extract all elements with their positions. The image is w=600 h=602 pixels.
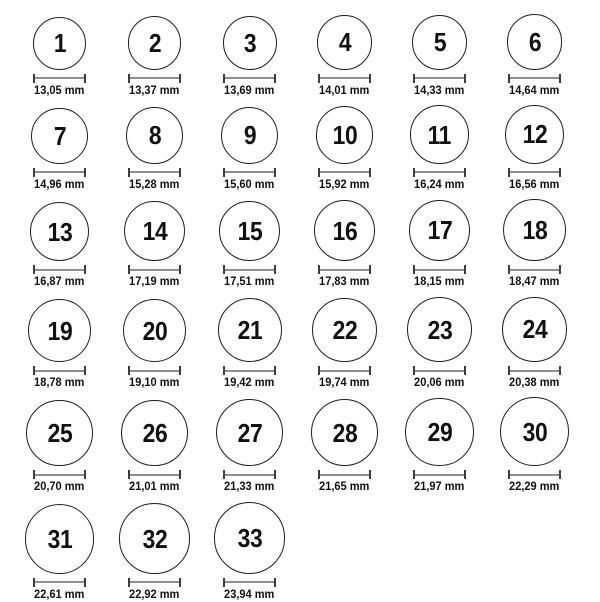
measure-tick-right-icon — [84, 578, 86, 587]
ring-size-number: 8 — [148, 120, 161, 151]
ring-circle — [316, 106, 374, 164]
ring-size-cell — [12, 504, 107, 602]
diameter-measure-line — [128, 366, 181, 375]
measure-tick-right-icon — [84, 366, 86, 375]
ring-circle — [219, 201, 280, 262]
ring-circle — [123, 299, 186, 362]
measure-tick-right-icon — [179, 74, 181, 83]
measure-tick-right-icon — [274, 168, 276, 177]
diameter-label: 14,33 mm — [414, 84, 465, 97]
ring-circle — [412, 15, 467, 70]
diameter-label: 21,33 mm — [224, 481, 275, 494]
measure-rule — [415, 370, 464, 372]
ring-size-cell — [202, 298, 297, 390]
diameter-label: 20,70 mm — [34, 481, 85, 494]
diameter-label: 17,19 mm — [129, 276, 180, 289]
ring-circle — [221, 107, 278, 164]
diameter-measure-line — [413, 168, 466, 177]
ring-size-cell — [392, 15, 487, 98]
diameter-label: 23,94 mm — [224, 588, 275, 601]
diameter-label: 17,51 mm — [224, 276, 275, 289]
diameter-measure-line — [413, 74, 466, 83]
diameter-measure-line — [33, 265, 86, 274]
diameter-measure-line — [128, 470, 181, 479]
measure-rule — [510, 171, 559, 173]
diameter-label: 19,74 mm — [319, 377, 370, 390]
measure-rule — [415, 77, 464, 79]
ring-size-number: 7 — [53, 120, 66, 151]
ring-size-number: 5 — [433, 27, 446, 58]
measure-rule — [35, 171, 84, 173]
ring-size-cell — [107, 16, 202, 98]
measure-tick-right-icon — [274, 470, 276, 479]
ring-size-number: 6 — [528, 26, 541, 57]
ring-size-cell — [297, 298, 392, 391]
ring-size-number: 18 — [522, 215, 547, 246]
ring-size-number: 12 — [522, 119, 547, 150]
diameter-measure-line — [318, 168, 371, 177]
measure-tick-right-icon — [464, 366, 466, 375]
ring-size-cell — [107, 201, 202, 289]
ring-circle — [317, 15, 372, 70]
measure-tick-right-icon — [464, 168, 466, 177]
measure-rule — [510, 77, 559, 79]
measure-rule — [320, 370, 369, 372]
measure-rule — [225, 171, 274, 173]
measure-tick-right-icon — [179, 366, 181, 375]
ring-size-number: 11 — [427, 119, 452, 150]
diameter-label: 13,37 mm — [129, 84, 180, 97]
measure-rule — [415, 474, 464, 476]
ring-circle — [28, 299, 91, 362]
measure-tick-right-icon — [179, 168, 181, 177]
ring-circle — [507, 14, 563, 70]
diameter-measure-line — [318, 74, 371, 83]
diameter-label: 17,83 mm — [319, 276, 370, 289]
ring-size-cell — [107, 400, 202, 495]
diameter-label: 21,01 mm — [129, 481, 180, 494]
diameter-measure-line — [33, 578, 86, 587]
measure-tick-right-icon — [84, 265, 86, 274]
ring-size-number: 26 — [142, 418, 167, 449]
measure-rule — [225, 581, 274, 583]
diameter-label: 15,92 mm — [319, 178, 370, 191]
diameter-label: 18,47 mm — [509, 276, 560, 289]
measure-rule — [320, 171, 369, 173]
measure-tick-right-icon — [274, 74, 276, 83]
ring-circle — [218, 298, 282, 362]
diameter-label: 16,56 mm — [509, 178, 560, 191]
measure-tick-right-icon — [274, 578, 276, 587]
ring-size-cell — [297, 200, 392, 289]
measure-rule — [225, 77, 274, 79]
diameter-label: 14,64 mm — [509, 84, 560, 97]
ring-size-number: 20 — [142, 315, 167, 346]
ring-circle — [311, 399, 379, 467]
ring-size-number: 3 — [243, 27, 256, 58]
ring-size-number: 29 — [427, 417, 452, 448]
measure-rule — [225, 269, 274, 271]
ring-circle — [119, 503, 189, 573]
ring-circle — [312, 298, 377, 363]
ring-size-number: 17 — [427, 215, 452, 246]
measure-tick-right-icon — [559, 74, 561, 83]
measure-tick-right-icon — [84, 74, 86, 83]
ring-size-number: 32 — [142, 523, 167, 554]
ring-circle — [214, 502, 286, 574]
ring-circle — [25, 504, 95, 574]
measure-tick-right-icon — [84, 168, 86, 177]
diameter-measure-line — [508, 74, 561, 83]
ring-size-number: 10 — [332, 119, 357, 150]
measure-tick-right-icon — [179, 265, 181, 274]
ring-circle — [128, 16, 181, 69]
ring-size-cell — [107, 503, 202, 601]
diameter-measure-line — [128, 578, 181, 587]
diameter-measure-line — [318, 265, 371, 274]
ring-size-number: 30 — [522, 416, 547, 447]
diameter-measure-line — [128, 74, 181, 83]
ring-circle — [126, 107, 183, 164]
ring-circle — [505, 105, 564, 164]
ring-size-number: 33 — [237, 522, 262, 553]
diameter-label: 22,61 mm — [34, 588, 85, 601]
measure-rule — [320, 269, 369, 271]
ring-size-cell — [487, 199, 582, 290]
diameter-measure-line — [413, 470, 466, 479]
diameter-measure-line — [508, 265, 561, 274]
measure-rule — [35, 581, 84, 583]
ring-circle — [121, 400, 188, 467]
ring-circle — [503, 199, 565, 261]
ring-size-cell — [202, 502, 297, 602]
ring-size-number: 21 — [237, 315, 262, 346]
ring-size-cell — [202, 16, 297, 98]
measure-tick-right-icon — [464, 74, 466, 83]
ring-circle — [500, 397, 569, 466]
diameter-measure-line — [508, 470, 561, 479]
diameter-measure-line — [223, 578, 276, 587]
measure-rule — [320, 474, 369, 476]
measure-rule — [510, 269, 559, 271]
measure-tick-right-icon — [559, 366, 561, 375]
diameter-label: 22,29 mm — [509, 481, 560, 494]
diameter-measure-line — [318, 366, 371, 375]
ring-circle — [410, 105, 468, 163]
ring-size-number: 15 — [237, 216, 262, 247]
ring-size-number: 4 — [338, 27, 351, 58]
measure-rule — [320, 77, 369, 79]
measure-rule — [35, 269, 84, 271]
ring-size-cell — [12, 108, 107, 192]
diameter-label: 13,69 mm — [224, 84, 275, 97]
measure-rule — [510, 370, 559, 372]
ring-size-number: 2 — [148, 27, 161, 58]
ring-size-cell — [107, 107, 202, 192]
measure-tick-right-icon — [274, 265, 276, 274]
measure-rule — [35, 474, 84, 476]
measure-rule — [35, 370, 84, 372]
measure-rule — [35, 77, 84, 79]
measure-tick-right-icon — [559, 265, 561, 274]
ring-circle — [502, 297, 568, 363]
ring-size-cell — [12, 299, 107, 390]
diameter-measure-line — [128, 168, 181, 177]
ring-size-cell — [202, 399, 297, 495]
diameter-measure-line — [33, 74, 86, 83]
diameter-measure-line — [318, 470, 371, 479]
diameter-label: 21,65 mm — [319, 481, 370, 494]
measure-tick-right-icon — [369, 74, 371, 83]
diameter-label: 21,97 mm — [414, 481, 465, 494]
measure-rule — [415, 269, 464, 271]
measure-rule — [225, 474, 274, 476]
diameter-label: 16,87 mm — [34, 276, 85, 289]
measure-rule — [130, 171, 179, 173]
diameter-measure-line — [223, 74, 276, 83]
ring-circle — [405, 398, 473, 466]
ring-circle — [409, 200, 471, 262]
measure-tick-right-icon — [559, 168, 561, 177]
measure-tick-right-icon — [369, 366, 371, 375]
diameter-measure-line — [508, 168, 561, 177]
ring-circle — [33, 17, 86, 70]
measure-tick-right-icon — [84, 470, 86, 479]
ring-circle — [26, 400, 92, 466]
diameter-measure-line — [223, 168, 276, 177]
ring-size-cell — [487, 14, 582, 98]
ring-size-cell — [392, 297, 487, 390]
diameter-measure-line — [223, 265, 276, 274]
measure-rule — [130, 581, 179, 583]
diameter-measure-line — [413, 265, 466, 274]
ring-size-cell — [487, 105, 582, 192]
diameter-label: 19,42 mm — [224, 377, 275, 390]
measure-rule — [130, 269, 179, 271]
ring-size-cell — [297, 399, 392, 495]
ring-size-cell — [202, 201, 297, 290]
measure-tick-right-icon — [369, 265, 371, 274]
ring-size-number: 25 — [47, 418, 72, 449]
diameter-measure-line — [128, 265, 181, 274]
diameter-label: 16,24 mm — [414, 178, 465, 191]
measure-tick-right-icon — [464, 470, 466, 479]
diameter-label: 14,96 mm — [34, 178, 85, 191]
ring-size-cell — [12, 400, 107, 494]
ring-circle — [407, 297, 472, 362]
measure-rule — [510, 474, 559, 476]
ring-size-number: 28 — [332, 417, 357, 448]
ring-size-number: 9 — [243, 120, 256, 151]
ring-circle — [314, 200, 375, 261]
ring-size-number: 24 — [522, 314, 547, 345]
ring-size-number: 23 — [427, 314, 452, 345]
diameter-label: 19,10 mm — [129, 377, 180, 390]
measure-rule — [415, 171, 464, 173]
ring-circle — [31, 108, 87, 164]
measure-rule — [130, 370, 179, 372]
ring-size-cell — [12, 202, 107, 290]
measure-rule — [130, 474, 179, 476]
diameter-label: 18,78 mm — [34, 377, 85, 390]
diameter-label: 22,92 mm — [129, 588, 180, 601]
ring-size-cell — [297, 106, 392, 192]
ring-size-number: 22 — [332, 314, 357, 345]
diameter-label: 20,38 mm — [509, 377, 560, 390]
ring-size-cell — [202, 107, 297, 193]
diameter-measure-line — [413, 366, 466, 375]
ring-circle — [30, 202, 90, 262]
diameter-label: 13,05 mm — [34, 84, 85, 97]
ring-size-number: 13 — [47, 216, 72, 247]
ring-size-cell — [487, 397, 582, 494]
measure-tick-right-icon — [274, 366, 276, 375]
diameter-measure-line — [33, 470, 86, 479]
ring-size-cell — [392, 105, 487, 192]
measure-tick-right-icon — [179, 470, 181, 479]
ring-size-number: 19 — [47, 315, 72, 346]
ring-size-cell — [392, 398, 487, 495]
diameter-label: 15,28 mm — [129, 178, 180, 191]
ring-size-cell — [107, 299, 202, 391]
ring-size-cell — [297, 15, 392, 98]
ring-size-number: 27 — [237, 417, 262, 448]
ring-size-number: 16 — [332, 215, 357, 246]
ring-size-number: 31 — [47, 523, 72, 554]
diameter-measure-line — [33, 168, 86, 177]
measure-tick-right-icon — [464, 265, 466, 274]
diameter-measure-line — [508, 366, 561, 375]
ring-size-cell — [487, 297, 582, 391]
ring-circle — [223, 16, 277, 70]
ring-circle — [124, 201, 184, 261]
ring-size-number: 14 — [142, 216, 167, 247]
measure-tick-right-icon — [179, 578, 181, 587]
measure-rule — [130, 77, 179, 79]
diameter-measure-line — [33, 366, 86, 375]
measure-tick-right-icon — [369, 168, 371, 177]
diameter-label: 15,60 mm — [224, 178, 275, 191]
ring-size-cell — [392, 200, 487, 290]
ring-size-number: 1 — [53, 28, 66, 59]
ring-size-cell — [12, 17, 107, 98]
ring-circle — [216, 399, 283, 466]
diameter-label: 20,06 mm — [414, 377, 465, 390]
measure-tick-right-icon — [369, 470, 371, 479]
diameter-measure-line — [223, 470, 276, 479]
diameter-label: 14,01 mm — [319, 84, 370, 97]
diameter-label: 18,15 mm — [414, 276, 465, 289]
diameter-measure-line — [223, 366, 276, 375]
measure-tick-right-icon — [559, 470, 561, 479]
measure-rule — [225, 370, 274, 372]
